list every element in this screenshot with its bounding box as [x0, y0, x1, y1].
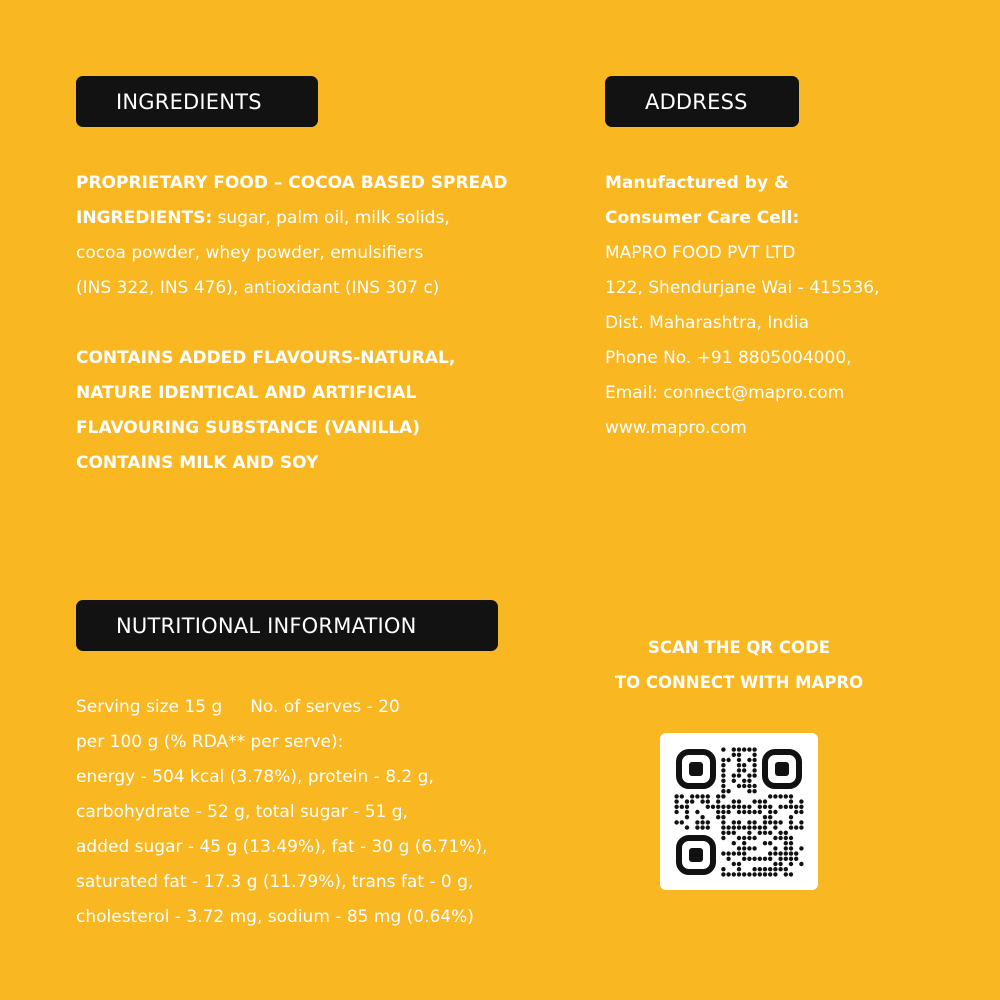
qr-dot [726, 758, 730, 762]
qr-dot [763, 831, 767, 835]
qr-dot [690, 799, 694, 803]
qr-dot [752, 758, 756, 762]
qr-dot [799, 820, 803, 824]
qr-dot [706, 794, 710, 798]
qr-dot [721, 820, 725, 824]
qr-dot [758, 825, 762, 829]
qr-dot [721, 763, 725, 767]
qr-dot [721, 779, 725, 783]
qr-dot [732, 773, 736, 777]
qr-dot [778, 836, 782, 840]
qr-dot [789, 815, 793, 819]
qr-dot [778, 794, 782, 798]
qr-dot [768, 872, 772, 876]
qr-dot [737, 747, 741, 751]
qr-dot [747, 758, 751, 762]
qr-dot [768, 841, 772, 845]
qr-dot [752, 768, 756, 772]
qr-dot [721, 789, 725, 793]
qr-dot [737, 763, 741, 767]
qr-dot [732, 779, 736, 783]
qr-dot [732, 825, 736, 829]
qr-dot [784, 841, 788, 845]
qr-dot [763, 857, 767, 861]
qr-dot [721, 825, 725, 829]
qr-dot [685, 825, 689, 829]
qr-dot [742, 851, 746, 855]
qr-dot [721, 810, 725, 814]
qr-dot [737, 758, 741, 762]
qr-dot [763, 799, 767, 803]
qr-dot [732, 841, 736, 845]
contains-line-2: NATURE IDENTICAL AND ARTIFICIAL [76, 383, 417, 403]
qr-dot [747, 820, 751, 824]
qr-dot [721, 773, 725, 777]
address-email: Email: connect@mapro.com [605, 383, 845, 403]
qr-dot [700, 799, 704, 803]
qr-dot [799, 862, 803, 866]
nutrition-line-5: added sugar - 45 g (13.49%), fat - 30 g (6.71%), [76, 837, 488, 857]
qr-dot [732, 805, 736, 809]
ingredients-title: PROPRIETARY FOOD – COCOA BASED SPREAD [76, 173, 508, 193]
qr-dot [752, 820, 756, 824]
qr-dot [789, 805, 793, 809]
qr-dot [721, 784, 725, 788]
qr-dot [752, 753, 756, 757]
qr-dot [742, 810, 746, 814]
nutrition-header-label: NUTRITIONAL INFORMATION [116, 613, 417, 638]
qr-dot [721, 815, 725, 819]
qr-dot [789, 851, 793, 855]
qr-dot [721, 836, 725, 840]
qr-dot [747, 831, 751, 835]
qr-dot [784, 846, 788, 850]
qr-dot [758, 872, 762, 876]
qr-dot [789, 857, 793, 861]
qr-dot [737, 784, 741, 788]
ingredients-line-1-rest: sugar, palm oil, milk solids, [212, 208, 450, 228]
qr-dot [758, 867, 762, 871]
qr-dot [768, 820, 772, 824]
qr-dot [747, 810, 751, 814]
qr-dot [716, 815, 720, 819]
qr-dot [768, 810, 772, 814]
qr-dot [742, 784, 746, 788]
qr-dot [778, 805, 782, 809]
qr-dot [799, 825, 803, 829]
qr-dot [732, 851, 736, 855]
qr-dot [700, 794, 704, 798]
qr-dot [799, 805, 803, 809]
qr-dot [737, 872, 741, 876]
qr-dot [680, 820, 684, 824]
qr-dot [737, 820, 741, 824]
qr-dot [732, 820, 736, 824]
qr-dot [799, 846, 803, 850]
qr-dot [747, 872, 751, 876]
qr-dot [763, 825, 767, 829]
qr-dot [742, 763, 746, 767]
qr-dot [742, 872, 746, 876]
qr-dot [706, 805, 710, 809]
qr-dot [784, 831, 788, 835]
qr-dot [768, 805, 772, 809]
qr-dot [752, 747, 756, 751]
qr-dot [763, 841, 767, 845]
qr-code[interactable] [660, 733, 818, 890]
qr-dot [680, 794, 684, 798]
qr-dot [758, 810, 762, 814]
qr-dot [789, 799, 793, 803]
nutrition-line-3: energy - 504 kcal (3.78%), protein - 8.2 g, [76, 767, 434, 787]
qr-dot [752, 825, 756, 829]
contains-text [76, 341, 455, 481]
qr-dot [742, 805, 746, 809]
qr-dot [726, 789, 730, 793]
qr-dot [737, 867, 741, 871]
qr-dot [784, 794, 788, 798]
qr-dot [789, 872, 793, 876]
qr-dot [747, 773, 751, 777]
qr-dot [732, 747, 736, 751]
ingredients-label: INGREDIENTS: [76, 208, 213, 228]
qr-dot [758, 831, 762, 835]
qr-dot [732, 872, 736, 876]
qr-dot [799, 799, 803, 803]
address-label-1: Manufactured by & [605, 173, 789, 193]
qr-dot [752, 773, 756, 777]
address-header [605, 76, 799, 127]
qr-caption-line-1: SCAN THE QR CODE [648, 638, 830, 657]
qr-dot [674, 805, 678, 809]
qr-dot [716, 794, 720, 798]
address-street: 122, Shendurjane Wai - 415536, [605, 278, 880, 298]
qr-dot [773, 794, 777, 798]
qr-dot [752, 763, 756, 767]
qr-dot [752, 867, 756, 871]
qr-dot [784, 805, 788, 809]
qr-dot [752, 836, 756, 840]
qr-dot [721, 867, 725, 871]
address-district: Dist. Maharashtra, India [605, 313, 810, 333]
qr-dot [752, 872, 756, 876]
qr-dot [726, 851, 730, 855]
qr-dot [758, 799, 762, 803]
qr-dot [752, 789, 756, 793]
number-of-serves: No. of serves - 20 [250, 697, 400, 717]
qr-dot [732, 831, 736, 835]
nutrition-header [76, 600, 498, 651]
qr-dot [742, 747, 746, 751]
qr-dot [747, 784, 751, 788]
qr-caption-line-2: TO CONNECT WITH MAPRO [614, 673, 864, 692]
contains-line-4: CONTAINS MILK AND SOY [76, 453, 319, 473]
qr-dot [752, 846, 756, 850]
qr-dot [742, 779, 746, 783]
qr-dot [726, 831, 730, 835]
qr-dot [737, 846, 741, 850]
qr-dot [721, 872, 725, 876]
qr-dot [784, 857, 788, 861]
qr-dot [794, 825, 798, 829]
qr-dot [778, 862, 782, 866]
qr-dot [778, 831, 782, 835]
qr-code-icon [674, 747, 804, 877]
qr-dot [695, 820, 699, 824]
ingredients-line-2: cocoa powder, whey powder, emulsifiers [76, 243, 424, 263]
nutrition-line-6: saturated fat - 17.3 g (11.79%), trans fat - 0 g, [76, 872, 474, 892]
qr-dot [737, 799, 741, 803]
qr-dot [778, 867, 782, 871]
qr-dot [773, 810, 777, 814]
ingredients-line-3: (INS 322, INS 476), antioxidant (INS 307 c) [76, 278, 440, 298]
serving-size: Serving size 15 g [76, 697, 223, 717]
qr-dot [737, 753, 741, 757]
qr-dot [732, 753, 736, 757]
qr-dot [778, 851, 782, 855]
qr-dot [784, 867, 788, 871]
address-phone: Phone No. +91 8805004000, [605, 348, 852, 368]
qr-dot [778, 857, 782, 861]
nutrition-line-4: carbohydrate - 52 g, total sugar - 51 g, [76, 802, 408, 822]
qr-dot [763, 815, 767, 819]
qr-dot [747, 836, 751, 840]
ingredients-line-1 [76, 201, 507, 236]
qr-dot [789, 862, 793, 866]
nutrition-text [76, 690, 487, 935]
qr-dot [732, 862, 736, 866]
contains-line-3: FLAVOURING SUBSTANCE (VANILLA) [76, 418, 421, 438]
qr-dot [737, 773, 741, 777]
qr-dot [778, 820, 782, 824]
qr-dot [706, 825, 710, 829]
contains-line-1: CONTAINS ADDED FLAVOURS-NATURAL, [76, 348, 456, 368]
qr-dot [721, 758, 725, 762]
qr-dot [768, 867, 772, 871]
qr-dot [674, 799, 678, 803]
qr-dot [768, 794, 772, 798]
qr-dot [737, 810, 741, 814]
address-header-label: ADDRESS [645, 89, 748, 114]
qr-dot [721, 794, 725, 798]
qr-dot [721, 768, 725, 772]
qr-dot [747, 789, 751, 793]
qr-dot [726, 810, 730, 814]
qr-dot [789, 825, 793, 829]
nutrition-line-7: cholesterol - 3.72 mg, sodium - 85 mg (0.64%) [76, 907, 474, 927]
qr-dot [685, 805, 689, 809]
qr-dot [758, 857, 762, 861]
qr-dot [763, 872, 767, 876]
address-text [605, 166, 880, 446]
qr-dot [685, 810, 689, 814]
qr-dot [752, 810, 756, 814]
qr-dot [794, 810, 798, 814]
qr-dot [773, 836, 777, 840]
qr-dot [784, 836, 788, 840]
qr-dot [690, 794, 694, 798]
qr-dot [794, 857, 798, 861]
qr-dot [706, 820, 710, 824]
qr-dot [726, 857, 730, 861]
qr-dot [789, 841, 793, 845]
qr-dot [716, 810, 720, 814]
qr-dot [700, 820, 704, 824]
qr-dot [789, 794, 793, 798]
qr-dot [784, 872, 788, 876]
qr-dot [695, 825, 699, 829]
qr-dot [726, 872, 730, 876]
qr-dot [768, 857, 772, 861]
qr-dot [737, 836, 741, 840]
qr-dot [747, 805, 751, 809]
qr-dot [685, 815, 689, 819]
qr-dot [752, 857, 756, 861]
qr-dot [789, 846, 793, 850]
qr-dot [742, 825, 746, 829]
qr-dot [773, 872, 777, 876]
qr-dot [773, 820, 777, 824]
qr-dot [706, 799, 710, 803]
ingredients-header [76, 76, 318, 127]
qr-dot [737, 825, 741, 829]
qr-dot [685, 799, 689, 803]
qr-dot [695, 810, 699, 814]
qr-dot [716, 799, 720, 803]
qr-dot [752, 799, 756, 803]
qr-dot [763, 867, 767, 871]
qr-dot [773, 825, 777, 829]
qr-dot [794, 851, 798, 855]
qr-dot [768, 831, 772, 835]
qr-dot [747, 747, 751, 751]
qr-dot [789, 836, 793, 840]
nutrition-line-1 [76, 690, 487, 725]
ingredients-text [76, 166, 507, 306]
qr-dot [674, 820, 678, 824]
qr-dot [737, 805, 741, 809]
qr-dot [674, 794, 678, 798]
qr-dot [758, 805, 762, 809]
qr-dot [768, 851, 772, 855]
qr-dot [742, 846, 746, 850]
qr-dot [773, 851, 777, 855]
qr-dot [726, 825, 730, 829]
qr-dot [711, 805, 715, 809]
qr-dot [732, 799, 736, 803]
qr-dot [742, 841, 746, 845]
nutrition-line-2: per 100 g (% RDA** per serve): [76, 732, 344, 752]
qr-dot [737, 768, 741, 772]
qr-dot [742, 836, 746, 840]
address-label-2: Consumer Care Cell: [605, 208, 800, 228]
qr-dot [763, 805, 767, 809]
qr-caption [600, 630, 878, 700]
qr-dot [747, 825, 751, 829]
qr-dot [742, 768, 746, 772]
qr-dot [721, 831, 725, 835]
qr-dot [721, 851, 725, 855]
qr-dot [742, 857, 746, 861]
qr-dot [721, 747, 725, 751]
qr-dot [700, 825, 704, 829]
qr-dot [716, 805, 720, 809]
qr-dot [747, 779, 751, 783]
qr-dot [763, 820, 767, 824]
qr-dot [674, 810, 678, 814]
address-web: www.mapro.com [605, 418, 747, 438]
qr-dot [773, 862, 777, 866]
qr-dot [747, 857, 751, 861]
qr-dot [737, 851, 741, 855]
qr-dot [747, 846, 751, 850]
qr-dot [794, 805, 798, 809]
qr-dot [784, 851, 788, 855]
qr-dot [726, 805, 730, 809]
ingredients-header-label: INGREDIENTS [116, 89, 262, 114]
qr-dot [789, 820, 793, 824]
qr-dot [680, 805, 684, 809]
qr-dot [773, 867, 777, 871]
address-company: MAPRO FOOD PVT LTD [605, 243, 796, 263]
qr-dot [799, 810, 803, 814]
qr-dot [752, 784, 756, 788]
qr-dot [737, 862, 741, 866]
qr-dot [700, 815, 704, 819]
qr-dot [768, 815, 772, 819]
qr-dot [721, 805, 725, 809]
qr-dot [773, 846, 777, 850]
qr-dot [695, 794, 699, 798]
